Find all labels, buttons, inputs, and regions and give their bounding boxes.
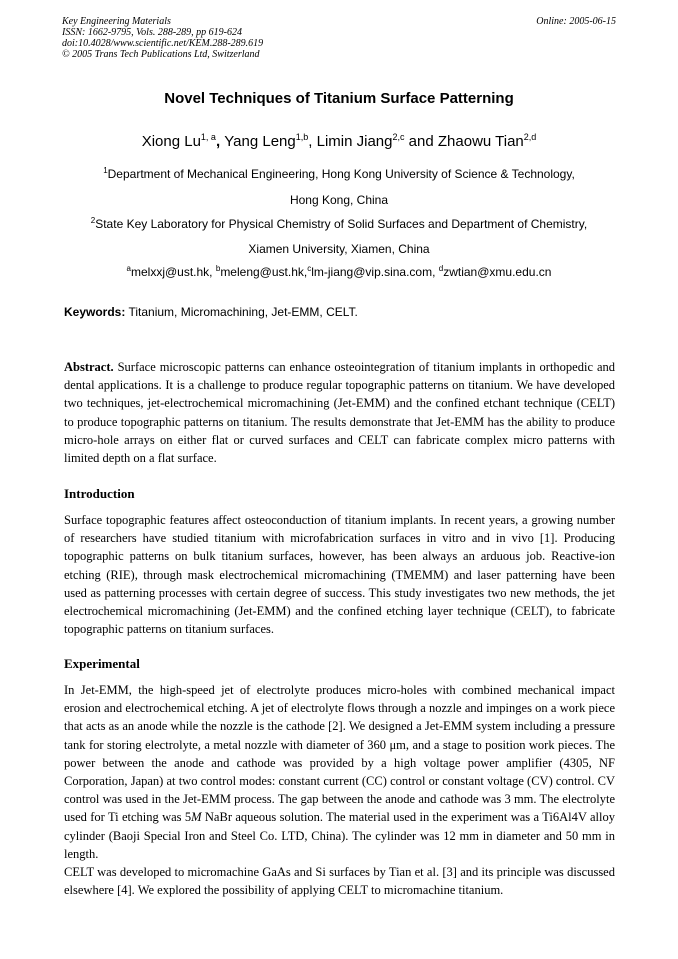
email-address: meleng@ust.hk,: [220, 265, 308, 279]
affiliation-text: Department of Mechanical Engineering, Hong Kong University of Science & Technology,: [107, 167, 575, 181]
section-heading-experimental: Experimental: [64, 656, 140, 671]
author-affil-mark: 1, a: [200, 132, 216, 142]
author-name: Limin Jiang: [316, 133, 393, 150]
keywords-label: Keywords:: [64, 305, 126, 319]
experimental-paragraph-1: [64, 681, 615, 863]
paragraph-text: NaBr aqueous solution. The material used in the experiment was a Ti6Al4V alloy cylinder (Baoji Special Iron and Steel Co. LTD, China). The cylinder was 12 mm in diameter and 50 mm in length.: [64, 810, 615, 861]
journal-header: [62, 16, 422, 60]
journal-doi: doi:10.4028/www.scientific.net/KEM.288-289.619: [62, 38, 264, 49]
abstract-paragraph: [64, 358, 615, 467]
author-separator: ,: [215, 133, 225, 150]
introduction-paragraph: Surface topographic features affect osteoconduction of titanium implants. In recent years, a growing number of researchers have studied titanium with microfabrication surfaces in vitro and in vivo [1]. Producing topographic patterns on bulk titanium surfaces, however, has been always an arduous job. Reactive-ion etching (RIE), through mask electrochemical micromachining (TMEMM) and laser patterning have been used as patterning processes with certain degree of success. This study investigates two new methods, the jet electrochemical micromachining (Jet-EMM) and the confined etching layer technique (CELT), to fabricate topographic patterns on titanium surfaces.: [64, 513, 615, 637]
paper-title: Novel Techniques of Titanium Surface Patterning: [164, 90, 514, 107]
journal-name: Key Engineering Materials: [62, 16, 171, 27]
abstract-label: Abstract.: [64, 360, 114, 374]
author-list: [0, 132, 678, 150]
email-address: melxxj@ust.hk,: [130, 265, 216, 279]
author-affil-mark: 2,c: [392, 132, 405, 142]
experimental-section: [64, 681, 615, 899]
affiliation-mark: 2: [90, 216, 96, 225]
email-mark: a: [126, 264, 131, 273]
author-affil-mark: 2,d: [523, 132, 537, 142]
affiliation-1: [0, 166, 678, 181]
email-mark: d: [438, 264, 444, 273]
abstract-text: Surface microscopic patterns can enhance osteointegration of titanium implants in orthopedic and dental applications. It is a challenge to produce regular topographic patterns on titanium. We have developed two techniques, jet-electrochemical micromachining (Jet-EMM) and the confined etchant technique (CELT) to produce topographic patterns on titanium. The results demonstrate that Jet-EMM has the ability to produce micro-hole arrays on either flat or curved surfaces and CELT can fabricate complex micro patterns with limited depth on a flat surface.: [64, 360, 615, 466]
email-address: zwtian@xmu.edu.cn: [443, 265, 552, 279]
author-name: Zhaowu Tian: [437, 133, 524, 150]
online-date: Online: 2005-06-15: [536, 16, 616, 27]
affiliation-1-location: Hong Kong, China: [289, 193, 389, 207]
affiliation-mark: 1: [103, 166, 108, 175]
journal-issn: ISSN: 1662-9795, Vols. 288-289, pp 619-624: [62, 27, 242, 38]
author-affil-mark: 1,b: [295, 132, 309, 142]
section-heading-introduction: Introduction: [64, 486, 135, 501]
email-list: [0, 264, 678, 279]
affiliation-text: State Key Laboratory for Physical Chemistry of Solid Surfaces and Department of Chemistry,: [95, 217, 588, 231]
author-separator: and: [404, 133, 438, 150]
journal-copyright: © 2005 Trans Tech Publications Ltd, Switzerland: [62, 49, 260, 60]
affiliation-2: [0, 216, 678, 231]
affiliation-2-location: Xiamen University, Xiamen, China: [248, 242, 430, 256]
keywords-line: [64, 305, 616, 319]
email-mark: b: [215, 264, 221, 273]
email-address: lm-jiang@vip.sina.com,: [311, 265, 439, 279]
author-name: Xiong Lu: [141, 133, 201, 150]
keywords-text: Titanium, Micromachining, Jet-EMM, CELT.: [125, 305, 358, 319]
molarity-unit: M: [191, 810, 202, 825]
paragraph-text: In Jet-EMM, the high-speed jet of electrolyte produces micro-holes with combined mechanical impact erosion and electrochemical etching. A jet of electrolyte flows through a nozzle and impinges on a work piece that acts as an anode while the nozzle is the cathode [2]. We designed a Jet-EMM system including a pressure tank for storing electrolyte, a metal nozzle with diameter of 360 μm, and a stage to position work pieces. The power between the anode and cathode was provided by a high voltage power amplifier (4305, NF Corporation, Japan) at two control modes: constant current (CC) control or constant voltage (CV) control. CV control was used in the Jet-EMM process. The gap between the anode and cathode was 3 mm. The electrolyte used for Ti etching was 5: [64, 683, 615, 825]
experimental-paragraph-2: CELT was developed to micromachine GaAs and Si surfaces by Tian et al. [3] and its principle was discussed elsewhere [4]. We explored the possibility of applying CELT to micromachine titanium.: [64, 865, 615, 898]
author-separator: ,: [308, 133, 317, 150]
email-mark: c: [307, 264, 312, 273]
author-name: Yang Leng: [224, 133, 296, 150]
